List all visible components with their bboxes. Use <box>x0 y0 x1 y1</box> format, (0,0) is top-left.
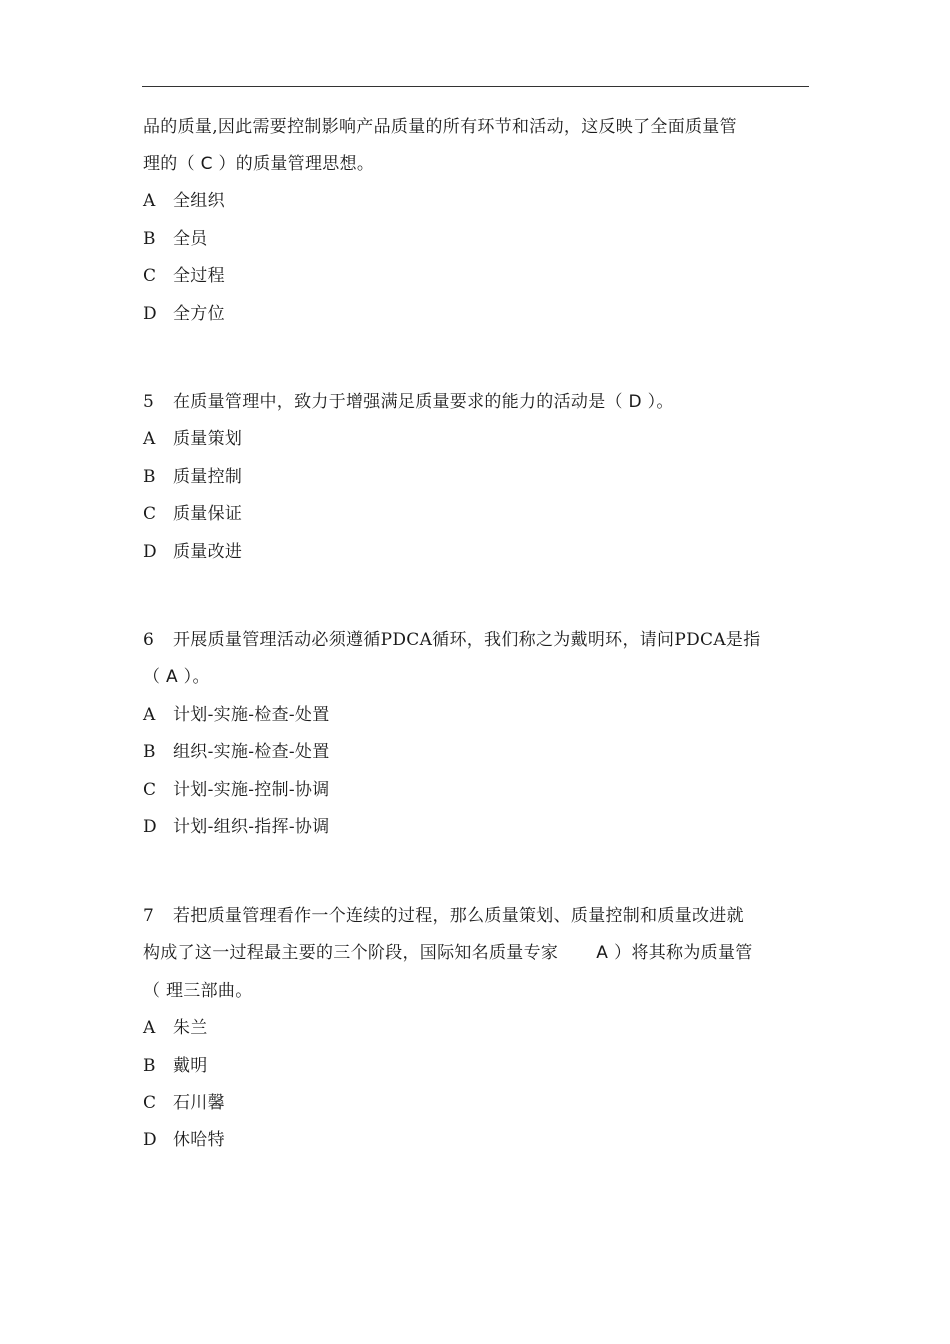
q7-stem-line2 <box>143 942 753 964</box>
q4-stem-pre: 理的（ <box>143 154 201 174</box>
q4-option-c <box>143 265 225 287</box>
option-letter: B <box>143 742 156 762</box>
q6-stem-line1 <box>143 629 761 651</box>
option-text: 全过程 <box>173 266 225 286</box>
option-letter: B <box>143 467 156 487</box>
q6-stem-line2 <box>143 666 210 688</box>
option-text: 质量控制 <box>173 467 243 487</box>
q6-answer: A <box>166 667 178 687</box>
q7-option-c <box>143 1092 225 1114</box>
option-text: 质量保证 <box>173 504 243 524</box>
option-text: 戴明 <box>173 1056 208 1076</box>
q5-option-b <box>143 466 242 488</box>
q7-stem-pre: 构成了这一过程最主要的三个阶段，国际知名质量专家 <box>143 943 559 963</box>
question-number: 6 <box>143 630 155 650</box>
q6-option-b <box>143 741 330 763</box>
option-text: 全员 <box>173 229 208 249</box>
q7-option-a <box>143 1017 208 1039</box>
option-letter: D <box>143 817 157 837</box>
q4-option-a <box>143 190 225 212</box>
q5-option-a <box>143 428 242 450</box>
q7-stem-post: ）将其称为质量管 <box>614 943 753 963</box>
option-text: 质量改进 <box>173 542 243 562</box>
q7-stem-line3 <box>143 980 253 1002</box>
header-rule <box>142 86 809 87</box>
option-text: 休哈特 <box>173 1130 225 1150</box>
q7-stem-line3-text: （ 理三部曲。 <box>143 981 253 1001</box>
option-letter: C <box>143 266 157 286</box>
q6-option-c <box>143 779 330 801</box>
q5-stem <box>143 391 674 413</box>
q4-answer: C <box>200 154 213 174</box>
option-letter: B <box>143 229 156 249</box>
option-text: 石川馨 <box>173 1093 225 1113</box>
option-letter: D <box>143 304 157 324</box>
question-number: 7 <box>143 906 155 926</box>
option-text: 全方位 <box>173 304 225 324</box>
option-letter: A <box>143 429 156 449</box>
q6-option-a <box>143 704 330 726</box>
option-letter: B <box>143 1056 156 1076</box>
option-text: 组织-实施-检查-处置 <box>173 742 330 762</box>
q6-stem-text: 开展质量管理活动必须遵循PDCA循环，我们称之为戴明环，请问PDCA是指 <box>173 630 761 650</box>
q4-option-b <box>143 228 208 250</box>
q6-stem-pre: （ <box>143 667 167 687</box>
option-letter: D <box>143 1130 157 1150</box>
option-letter: D <box>143 542 157 562</box>
q5-stem-pre: 在质量管理中，致力于增强满足质量要求的能力的活动是（ <box>173 392 629 412</box>
q7-stem-text: 若把质量管理看作一个连续的过程，那么质量策划、质量控制和质量改进就 <box>173 906 744 926</box>
question-number: 5 <box>143 392 155 412</box>
option-letter: A <box>143 191 156 211</box>
q5-answer: D <box>628 392 642 412</box>
option-text: 计划-实施-检查-处置 <box>173 705 330 725</box>
q5-option-c <box>143 503 242 525</box>
q7-option-d <box>143 1129 225 1151</box>
option-letter: A <box>143 705 156 725</box>
option-text: 全组织 <box>173 191 225 211</box>
option-text: 计划-实施-控制-协调 <box>173 780 330 800</box>
option-letter: A <box>143 1018 156 1038</box>
q6-option-d <box>143 816 330 838</box>
q4-stem-post: ）的质量管理思想。 <box>212 154 375 174</box>
q5-stem-post: ）。 <box>641 392 674 412</box>
q7-answer: A <box>596 943 609 963</box>
option-letter: C <box>143 780 157 800</box>
q4-stem-line2 <box>143 153 374 175</box>
option-letter: C <box>143 1093 157 1113</box>
option-text: 计划-组织-指挥-协调 <box>173 817 330 837</box>
q4-stem-text: 品的质量,因此需要控制影响产品质量的所有环节和活动，这反映了全面质量管 <box>143 117 737 137</box>
q7-stem-line1 <box>143 905 744 927</box>
q5-option-d <box>143 541 242 563</box>
option-letter: C <box>143 504 157 524</box>
q4-stem-line1 <box>143 116 737 138</box>
q7-option-b <box>143 1055 208 1077</box>
q6-stem-post: ）。 <box>177 667 210 687</box>
option-text: 质量策划 <box>173 429 243 449</box>
option-text: 朱兰 <box>173 1018 208 1038</box>
q4-option-d <box>143 303 225 325</box>
